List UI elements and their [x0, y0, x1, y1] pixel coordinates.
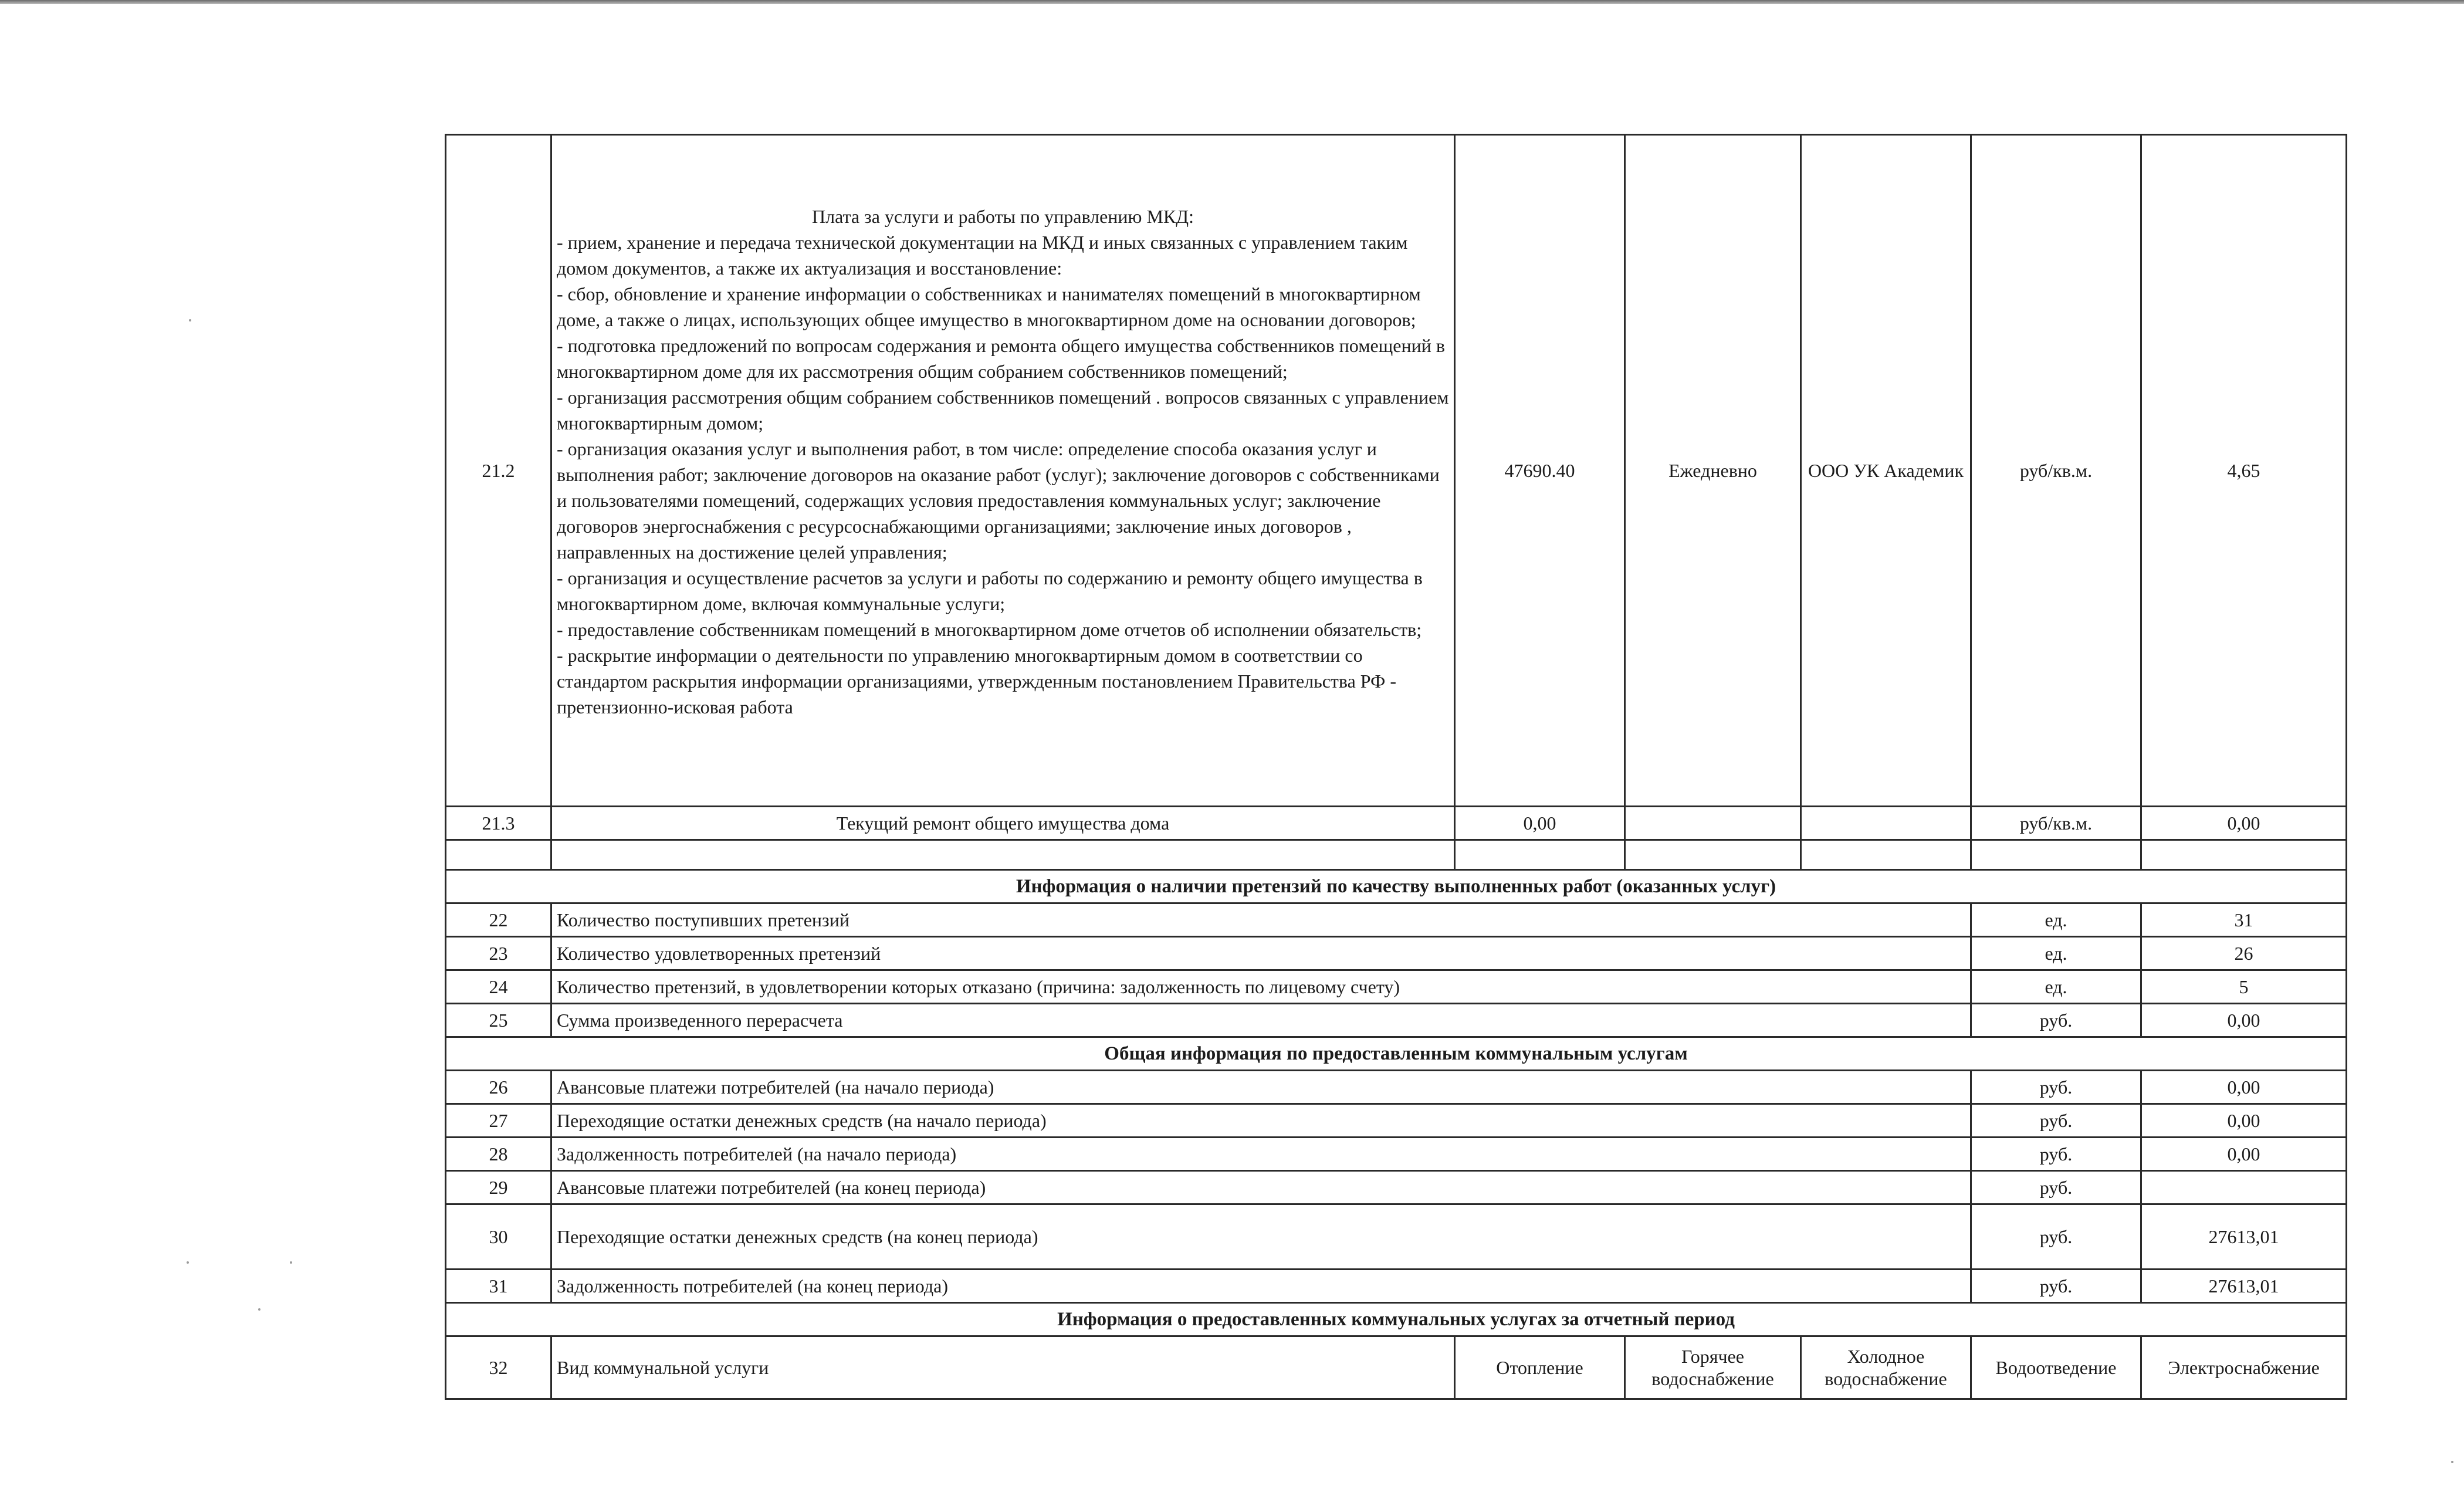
table-row [446, 937, 2347, 970]
scan-speck [290, 1261, 292, 1264]
rate-cell: 0,00 [2141, 807, 2347, 840]
unit-cell: руб. [1971, 1171, 2141, 1204]
row-number: 27 [446, 1104, 551, 1138]
section-header-row [446, 1037, 2347, 1071]
hot-water-column-header: Горячее водоснабжение [1625, 1336, 1801, 1399]
description-line: - раскрытие информации о деятельности по управлению многоквартирным домом в соответствии со стандартом раскрытия информации организациями, утвержденным постановлением Правительства РФ - претензионно-исковая работа [557, 645, 1396, 717]
description-line: - подготовка предложений по вопросам содержания и ремонта общего имущества собственников помещений в многоквартирном доме для их рассмотрения общим собранием собственников помещений; [557, 335, 1445, 382]
row-number: 22 [446, 903, 551, 937]
unit-cell: руб/кв.м. [1971, 807, 2141, 840]
scan-speck [187, 1261, 189, 1264]
description-line: - прием, хранение и передача технической документации на МКД и иных связанных с управлением таким домом документов, а также их актуализация и восстановление: [557, 232, 1408, 279]
utilities-section-title: Общая информация по предоставленным коммунальным услугам [446, 1037, 2347, 1071]
table-row-21-3 [446, 807, 2347, 840]
table-row [446, 1270, 2347, 1303]
row-label: Количество поступивших претензий [551, 903, 1971, 937]
row-number: 30 [446, 1204, 551, 1270]
period-section-title: Информация о предоставленных коммунальных услугах за отчетный период [446, 1303, 2347, 1336]
heating-column-header: Отопление [1455, 1336, 1625, 1399]
empty-cell [1455, 840, 1625, 870]
empty-cell [1801, 840, 1971, 870]
empty-cell [1971, 840, 2141, 870]
value-cell: 0,00 [2141, 1138, 2347, 1171]
empty-cell [1801, 807, 1971, 840]
unit-cell: руб. [1971, 1004, 2141, 1037]
sewerage-column-header: Водоотведение [1971, 1336, 2141, 1399]
unit-cell: руб. [1971, 1071, 2141, 1104]
unit-cell: ед. [1971, 970, 2141, 1004]
amount-cell: 47690.40 [1455, 135, 1625, 807]
description-line: - предоставление собственникам помещений в многоквартирном доме отчетов об исполнении обязательств; [557, 619, 1422, 640]
row-number: 29 [446, 1171, 551, 1204]
scan-edge-shadow [0, 0, 2464, 4]
unit-cell: ед. [1971, 903, 2141, 937]
row-label: Количество претензий, в удовлетворении которых отказано (причина: задолженность по лицевому счету) [551, 970, 1971, 1004]
description-line: - организация и осуществление расчетов за услуги и работы по содержанию и ремонту общего имущества в многоквартирном доме, включая коммунальные услуги; [557, 567, 1423, 614]
value-cell: 0,00 [2141, 1004, 2347, 1037]
executor-cell: ООО УК Академик [1801, 135, 1971, 807]
row-label: Вид коммунальной услуги [551, 1336, 1455, 1399]
value-cell [2141, 1171, 2347, 1204]
description-title: Плата за услуги и работы по управлению МКД: [812, 206, 1194, 227]
row-label: Авансовые платежи потребителей (на начало периода) [551, 1071, 1971, 1104]
row-label: Авансовые платежи потребителей (на конец периода) [551, 1171, 1971, 1204]
table-row-21-2 [446, 135, 2347, 807]
value-cell: 0,00 [2141, 1071, 2347, 1104]
table-row [446, 970, 2347, 1004]
empty-cell [1625, 840, 1801, 870]
value-cell: 27613,01 [2141, 1270, 2347, 1303]
cold-water-column-header: Холодное водоснабжение [1801, 1336, 1971, 1399]
scan-speck [2451, 1461, 2453, 1463]
row-number: 31 [446, 1270, 551, 1303]
value-cell: 0,00 [2141, 1104, 2347, 1138]
section-header-row [446, 870, 2347, 903]
scan-speck [258, 1308, 260, 1311]
electricity-column-header: Электроснабжение [2141, 1336, 2347, 1399]
row-label: Текущий ремонт общего имущества дома [551, 807, 1455, 840]
row-number: 28 [446, 1138, 551, 1171]
row-number: 24 [446, 970, 551, 1004]
empty-cell [446, 840, 551, 870]
value-cell: 27613,01 [2141, 1204, 2347, 1270]
unit-cell: ед. [1971, 937, 2141, 970]
row-number: 21.3 [446, 807, 551, 840]
table-row [446, 1171, 2347, 1204]
management-services-description [551, 135, 1455, 807]
description-line: - организация рассмотрения общим собранием собственников помещений . вопросов связанных с управлением многоквартирным домом; [557, 387, 1449, 434]
report-table [445, 134, 2347, 1400]
row-label: Переходящие остатки денежных средств (на начало периода) [551, 1104, 1971, 1138]
empty-cell [1625, 807, 1801, 840]
value-cell: 5 [2141, 970, 2347, 1004]
rate-cell: 4,65 [2141, 135, 2347, 807]
unit-cell: руб. [1971, 1204, 2141, 1270]
description-line: - организация оказания услуг и выполнения работ, в том числе: определение способа оказания услуг и выполнения работ; заключение договоров на оказание работ (услуг); заключение договоров с собственниками и пользователями помещений, содержащих условия предоставления коммунальных услуг; заключение договоров энергоснабжения с ресурсоснабжающими организациями; заключение иных договоров , направленных на достижение целей управления; [557, 438, 1440, 563]
row-number: 25 [446, 1004, 551, 1037]
table-row-32 [446, 1336, 2347, 1399]
table-row [446, 1004, 2347, 1037]
row-label: Задолженность потребителей (на конец периода) [551, 1270, 1971, 1303]
unit-cell: руб. [1971, 1138, 2141, 1171]
row-label: Сумма произведенного перерасчета [551, 1004, 1971, 1037]
row-number: 21.2 [446, 135, 551, 807]
row-label: Переходящие остатки денежных средств (на конец периода) [551, 1204, 1971, 1270]
row-label: Задолженность потребителей (на начало периода) [551, 1138, 1971, 1171]
claims-section-title: Информация о наличии претензий по качеству выполненных работ (оказанных услуг) [446, 870, 2347, 903]
empty-cell [551, 840, 1455, 870]
row-number: 23 [446, 937, 551, 970]
table-row [446, 1104, 2347, 1138]
table-row [446, 1071, 2347, 1104]
row-number: 32 [446, 1336, 551, 1399]
scan-speck [189, 319, 191, 321]
unit-cell: руб. [1971, 1270, 2141, 1303]
frequency-cell: Ежедневно [1625, 135, 1801, 807]
row-number: 26 [446, 1071, 551, 1104]
empty-cell [2141, 840, 2347, 870]
table-row [446, 1204, 2347, 1270]
row-label: Количество удовлетворенных претензий [551, 937, 1971, 970]
table-row [446, 1138, 2347, 1171]
unit-cell: руб. [1971, 1104, 2141, 1138]
unit-cell: руб/кв.м. [1971, 135, 2141, 807]
description-line: - сбор, обновление и хранение информации о собственниках и нанимателях помещений в многоквартирном доме, а также о лицах, использующих общее имущество в многоквартирном доме на основании договоров; [557, 283, 1421, 330]
value-cell: 26 [2141, 937, 2347, 970]
section-header-row [446, 1303, 2347, 1336]
table-row [446, 903, 2347, 937]
table-row-empty [446, 840, 2347, 870]
amount-cell: 0,00 [1455, 807, 1625, 840]
value-cell: 31 [2141, 903, 2347, 937]
